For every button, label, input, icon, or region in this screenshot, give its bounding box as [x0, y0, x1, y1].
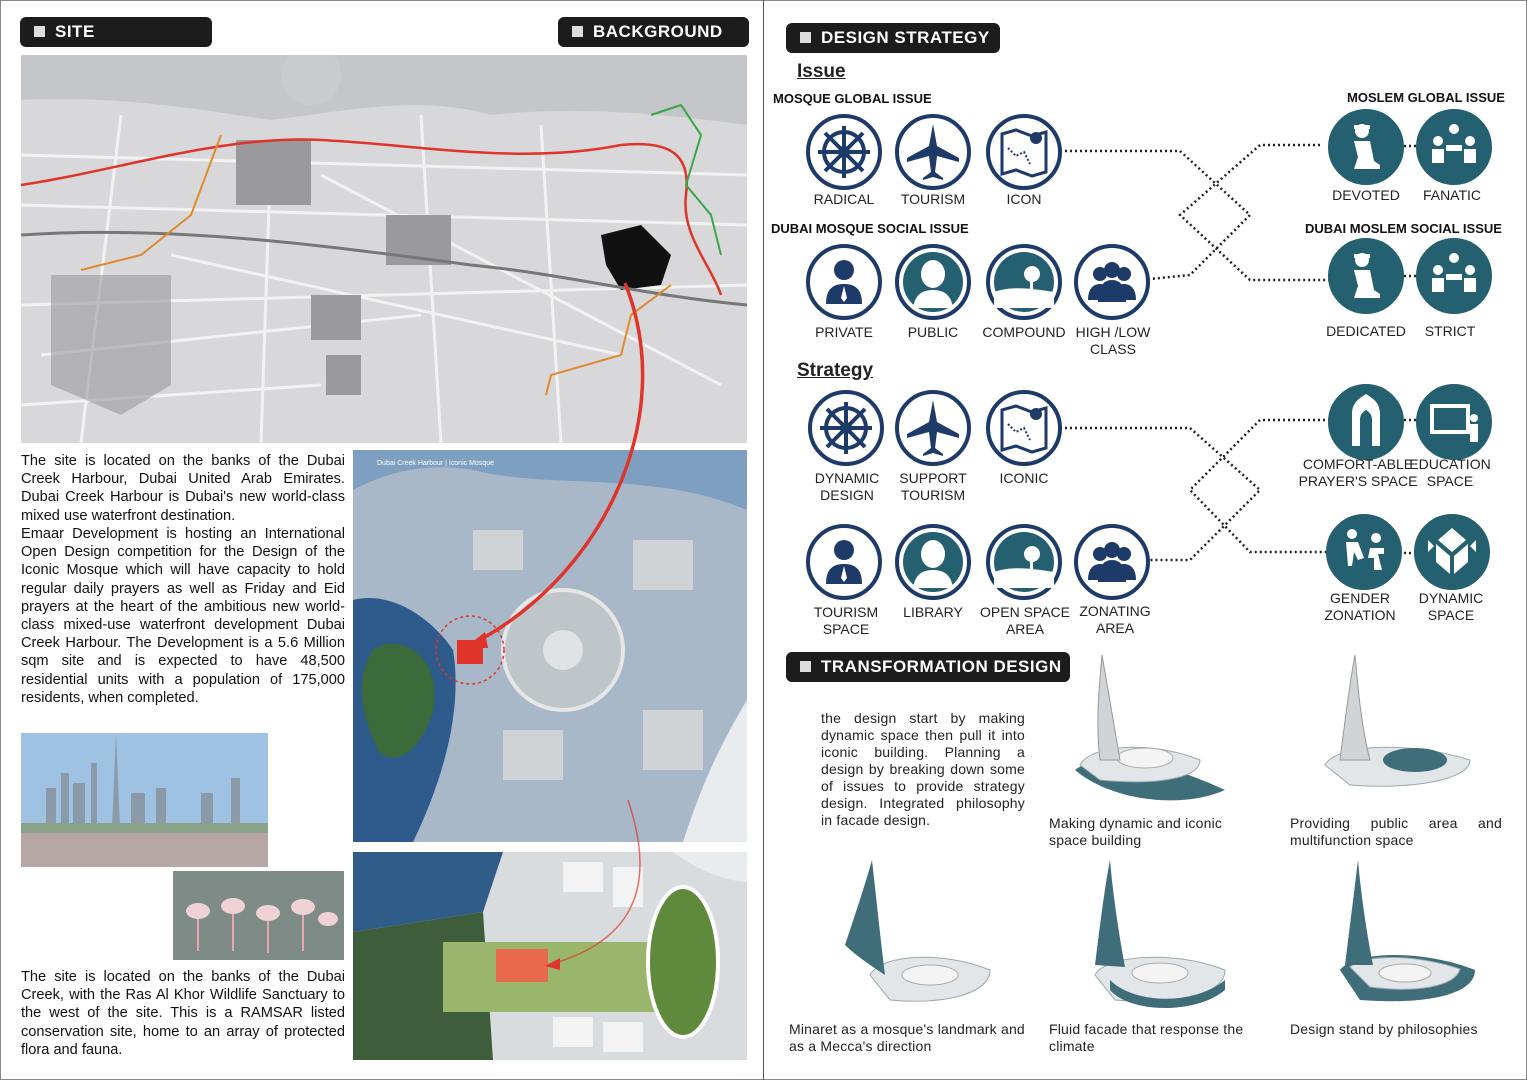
transformation-intro: the design start by making dynamic space then pull it into iconic building. Planning a design by breaking down some of issues to provide strategy design. Integrated philosophy in facade design.	[821, 710, 1025, 828]
group-people-icon	[1074, 524, 1150, 600]
private-person-icon	[806, 244, 882, 320]
praying-person-icon	[1328, 238, 1404, 314]
praying-person-icon	[1328, 109, 1404, 185]
education-space-label: EDUCATION SPACE	[1409, 456, 1491, 489]
site-description-1: The site is located on the banks of the Dubai Creek Harbour, Dubai United Arab Emirates. Dubai Creek Harbour is Dubai's new world-class mixed use waterfront destination.	[21, 453, 345, 524]
ship-wheel-icon	[808, 390, 884, 466]
transform-caption-3: Minaret as a mosque's landmark and as a Mecca's direction	[789, 1021, 1025, 1054]
tourism-space-label: TOURISM SPACE	[813, 604, 879, 637]
tourism-label: TOURISM	[900, 191, 966, 207]
group-people-icon	[1074, 244, 1150, 320]
background-header: BACKGROUND	[558, 17, 749, 47]
model-stage-3	[830, 855, 1000, 1020]
private-label: PRIVATE	[815, 324, 873, 340]
site-description-2: Emaar Development is hosting an International Open Design competition for the Design of the Iconic Mosque which will have capacity to hold regular daily prayers as well as Friday and Eid prayers at the heart of the ambitious new world-class mixed-use waterfront development Dubai Creek Harbour. The Development is a 5.6 Million sqm site and is expected to have 48,500 residential units with a population of 175,000 residents, when completed.	[21, 526, 345, 706]
model-stage-2	[1300, 650, 1480, 810]
site-description-3: The site is located on the banks of the Dubai Creek, with the Ras Al Khor Wildlife Sanctuary to the west of the site. This is a RAMSAR listed conservation site, home to an array of protected flora and fauna.	[21, 969, 345, 1058]
transform-caption-5: Design stand by philosophies	[1290, 1021, 1478, 1037]
comfortable-prayers-space-label: COMFORT-ABLE PRAYER'S SPACE	[1298, 456, 1418, 489]
high-low-class-label: HIGH /LOW CLASS	[1075, 324, 1151, 357]
site-connector-arrow	[0, 0, 763, 1080]
issue-heading: Issue	[797, 61, 846, 82]
transform-caption-4: Fluid facade that response the climate	[1049, 1021, 1244, 1054]
mosque-global-issue-heading: MOSQUE GLOBAL ISSUE	[773, 91, 932, 106]
group-meeting-icon	[1416, 238, 1492, 314]
strict-label: STRICT	[1424, 323, 1476, 339]
classroom-board-icon	[1416, 384, 1492, 460]
mihrab-arch-icon	[1328, 384, 1404, 460]
open-space-area-label: OPEN SPACE AREA	[980, 604, 1070, 637]
public-label: PUBLIC	[907, 324, 959, 340]
model-stage-4	[1075, 855, 1245, 1020]
compound-label: COMPOUND	[982, 324, 1066, 340]
support-tourism-label: SUPPORT TOURISM	[899, 470, 967, 503]
group-meeting-icon	[1416, 109, 1492, 185]
iconic-label: ICONIC	[999, 470, 1049, 486]
open-space-landscape-icon	[986, 524, 1062, 600]
model-stage-1	[1060, 650, 1240, 810]
devoted-label: DEVOTED	[1332, 187, 1400, 203]
library-person-icon	[895, 524, 971, 600]
map-pin-icon	[986, 114, 1062, 190]
map-pin-icon	[986, 390, 1062, 466]
public-person-icon	[895, 244, 971, 320]
airplane-icon	[895, 114, 971, 190]
transform-caption-2: Providing public area and multifunction space	[1290, 815, 1502, 848]
airplane-icon	[895, 390, 971, 466]
fanatic-label: FANATIC	[1422, 187, 1482, 203]
transform-caption-1: Making dynamic and iconic space building	[1049, 815, 1223, 848]
gender-zonation-icon	[1326, 514, 1402, 590]
design-strategy-header: DESIGN STRATEGY	[786, 23, 1000, 53]
radical-label: RADICAL	[813, 191, 875, 207]
dynamic-design-label: DYNAMIC DESIGN	[814, 470, 880, 503]
transformation-design-header: TRANSFORMATION DESIGN	[786, 652, 1070, 682]
dubai-mosque-social-issue-heading: DUBAI MOSQUE SOCIAL ISSUE	[771, 221, 969, 236]
dynamic-space-icon	[1414, 514, 1490, 590]
model-stage-5	[1325, 855, 1495, 1020]
dubai-moslem-social-issue-heading: DUBAI MOSLEM SOCIAL ISSUE	[1305, 221, 1502, 236]
strategy-heading: Strategy	[797, 360, 874, 381]
library-label: LIBRARY	[903, 604, 963, 620]
zonating-area-label: ZONATING AREA	[1079, 603, 1151, 636]
gender-zonation-label: GENDER ZONATION	[1324, 590, 1396, 623]
landscape-compound-icon	[986, 244, 1062, 320]
aerial-caption: Dubai Creek Harbour | Iconic Mosque	[377, 460, 494, 467]
tourism-person-icon	[806, 524, 882, 600]
site-header: SITE	[20, 17, 212, 47]
dynamic-space-label: DYNAMIC SPACE	[1418, 590, 1484, 623]
dedicated-label: DEDICATED	[1326, 323, 1406, 339]
moslem-global-issue-heading: MOSLEM GLOBAL ISSUE	[1347, 90, 1505, 105]
ship-wheel-icon	[806, 114, 882, 190]
icon-label: ICON	[1006, 191, 1042, 207]
